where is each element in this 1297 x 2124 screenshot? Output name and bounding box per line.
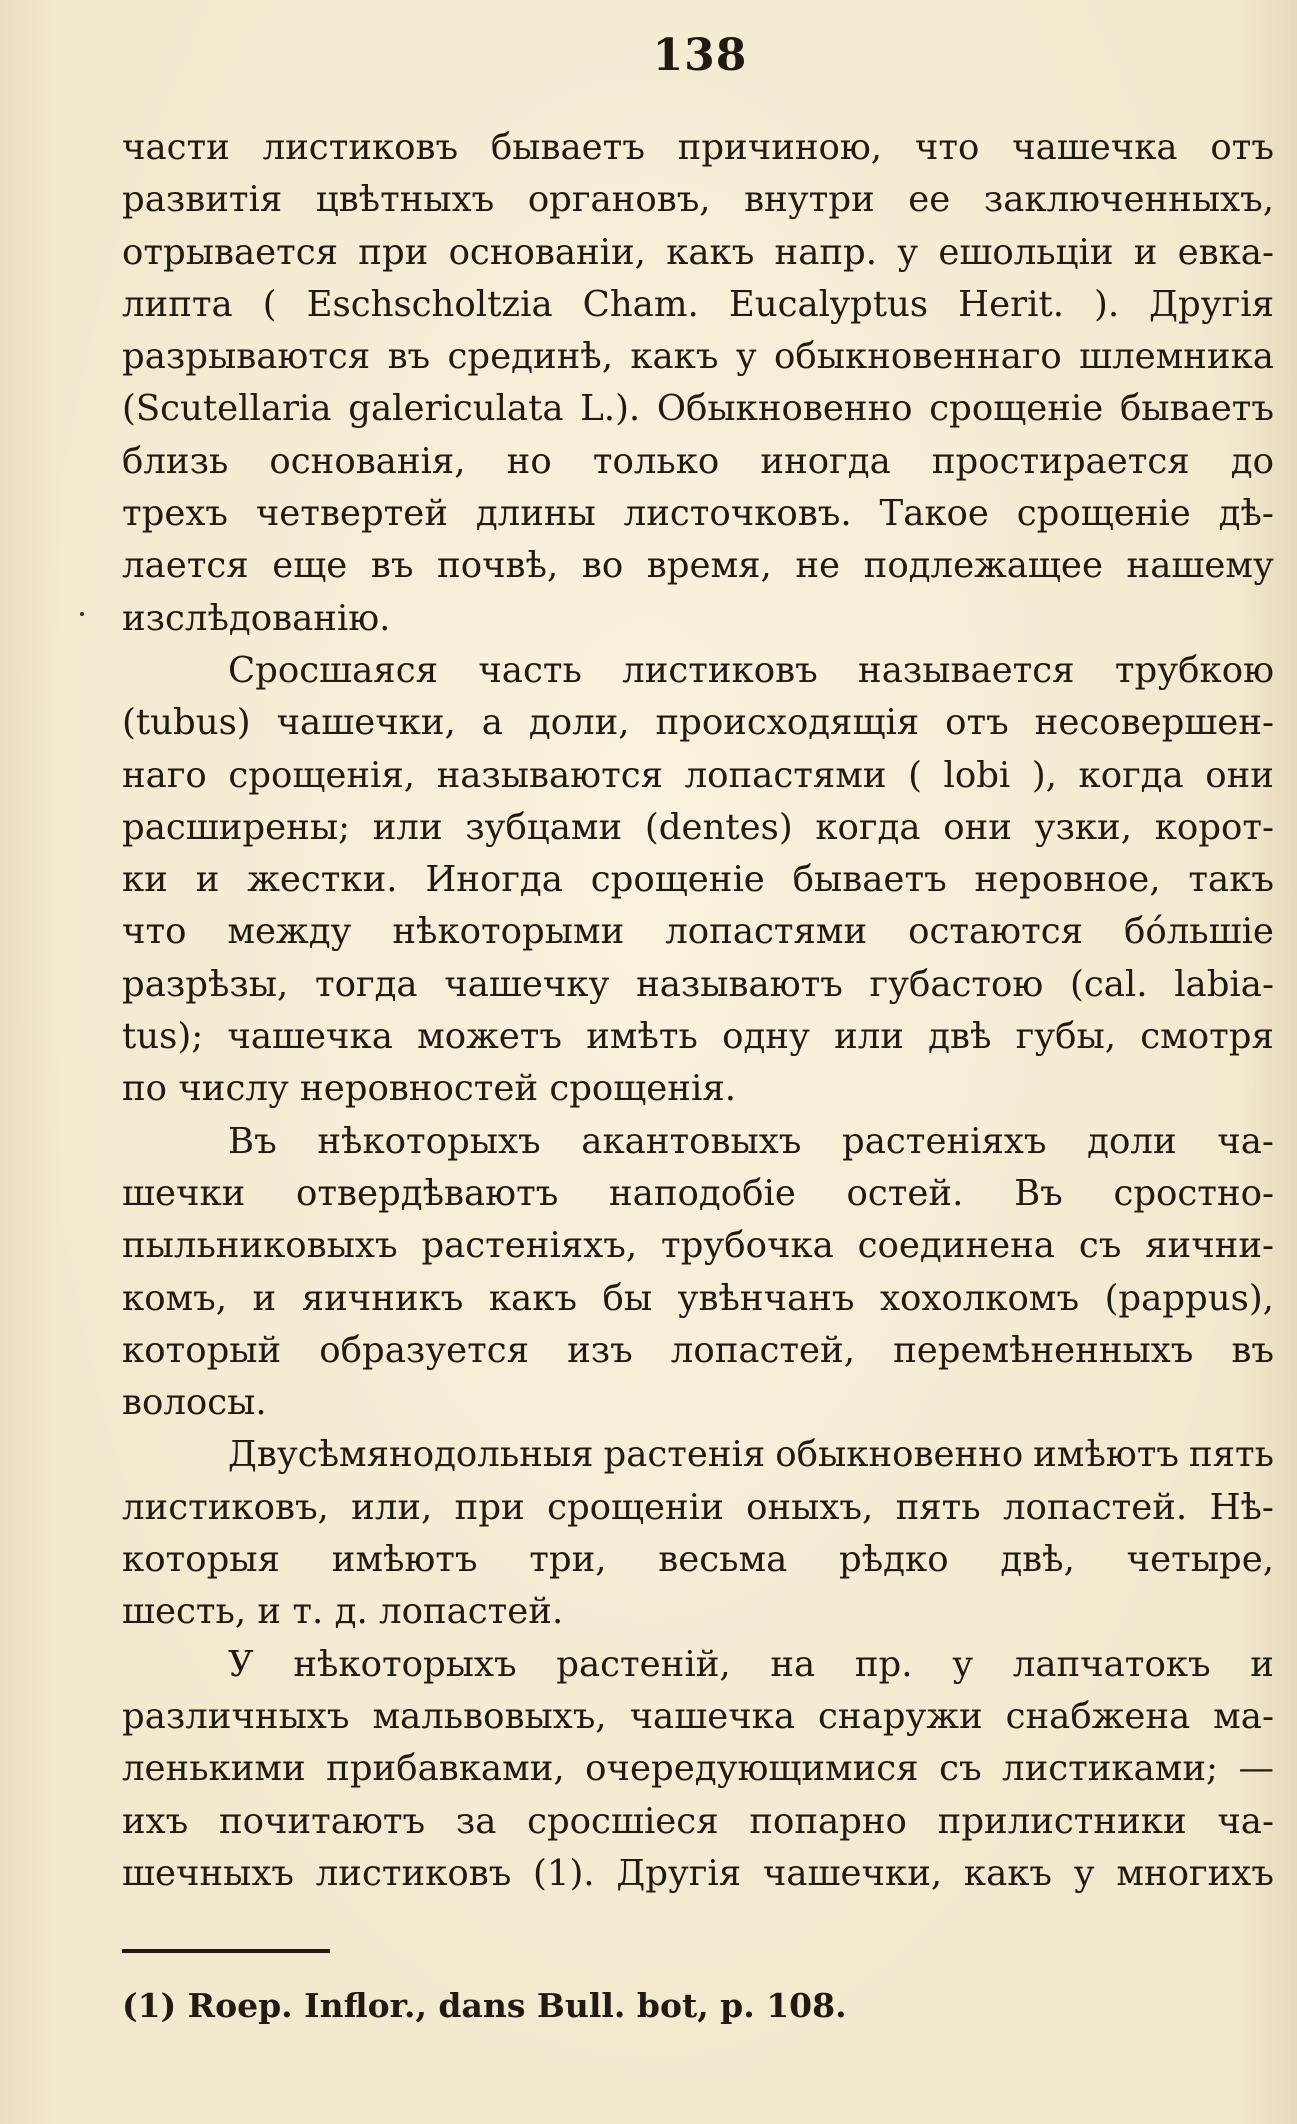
text-line bbox=[122, 750, 1274, 802]
word: остаются bbox=[908, 911, 1084, 953]
text-line: изслѣдованію. bbox=[122, 597, 391, 639]
word: прибавками, bbox=[326, 1748, 565, 1790]
text-line: по числу неровностей срощенія. bbox=[122, 1068, 737, 1110]
text-line bbox=[122, 802, 1274, 854]
word: Cham. bbox=[582, 283, 699, 325]
word: нѣкоторыхъ bbox=[317, 1120, 541, 1162]
body-text bbox=[122, 122, 1274, 1900]
word: Обыкновенно bbox=[656, 388, 913, 430]
word: различныхъ bbox=[122, 1695, 350, 1737]
word: отъ bbox=[1210, 127, 1274, 168]
text-line bbox=[122, 227, 1274, 279]
word: только bbox=[592, 440, 720, 482]
word: пр. bbox=[854, 1643, 913, 1685]
word: лопастей, bbox=[670, 1329, 856, 1371]
paragraph-3 bbox=[122, 1116, 1274, 1430]
word: что bbox=[122, 911, 187, 953]
word: заключенныхъ, bbox=[983, 179, 1274, 221]
word: чашечка bbox=[629, 1695, 796, 1737]
word: губастою bbox=[869, 963, 1044, 1005]
word: смотря bbox=[1140, 1016, 1274, 1058]
word: лопастей. bbox=[1002, 1486, 1188, 1528]
word: когда bbox=[1078, 754, 1184, 796]
word: иногда bbox=[760, 440, 891, 482]
word: ее bbox=[908, 179, 951, 221]
word: у bbox=[1073, 1852, 1095, 1894]
text-line bbox=[122, 1325, 1274, 1377]
word: между bbox=[227, 911, 352, 953]
word: тогда bbox=[314, 963, 418, 1005]
paragraph-5 bbox=[122, 1639, 1274, 1900]
text-line: волосы. bbox=[122, 1382, 267, 1424]
word: съ bbox=[1078, 1225, 1122, 1267]
text-line bbox=[122, 436, 1274, 488]
word: срединѣ, bbox=[447, 336, 613, 378]
text-line bbox=[122, 1534, 1274, 1586]
word: въ bbox=[387, 336, 431, 378]
word: (1). bbox=[533, 1852, 595, 1894]
word: нѣкоторыхъ bbox=[293, 1643, 517, 1685]
word: отрывается bbox=[122, 231, 339, 273]
word: имѣть bbox=[586, 1016, 698, 1058]
word: имѣютъ bbox=[1033, 1434, 1179, 1476]
footnote: (1) Roep. Inflor., dans Bull. bot, p. 108. bbox=[122, 1986, 847, 2025]
word: (dentes) bbox=[644, 806, 793, 848]
word: корот- bbox=[1154, 806, 1274, 848]
word: срощеніе bbox=[929, 388, 1104, 430]
word: листиковъ bbox=[262, 127, 459, 168]
word: внутри bbox=[744, 179, 875, 221]
word: L.). bbox=[580, 388, 641, 430]
text-line bbox=[122, 959, 1274, 1011]
text-line bbox=[122, 1743, 1274, 1795]
word: несовершен- bbox=[1034, 702, 1274, 744]
word: ча- bbox=[1217, 1120, 1274, 1162]
word: пыльниковыхъ bbox=[122, 1225, 398, 1267]
word: листочковъ. bbox=[623, 493, 852, 535]
word: почитаютъ bbox=[219, 1800, 426, 1842]
word: снабжена bbox=[1005, 1695, 1191, 1737]
word: трехъ bbox=[122, 493, 228, 535]
word: за bbox=[455, 1800, 497, 1842]
word: ихъ bbox=[122, 1800, 189, 1842]
word: Herit. bbox=[958, 283, 1064, 325]
word: трубкою bbox=[1114, 649, 1274, 691]
text-line bbox=[122, 906, 1274, 958]
word: сростно- bbox=[1113, 1172, 1274, 1214]
word: срощеніе bbox=[1016, 493, 1191, 535]
word: растеніяхъ bbox=[842, 1120, 1047, 1162]
word: шечки bbox=[122, 1172, 246, 1214]
word: бываетъ bbox=[792, 859, 947, 901]
word: перемѣненныхъ bbox=[893, 1329, 1194, 1371]
word: при bbox=[454, 1486, 525, 1528]
word: бываетъ bbox=[490, 127, 645, 168]
word: весьма bbox=[658, 1539, 788, 1581]
word: дѣ- bbox=[1218, 493, 1274, 535]
word: нѣкоторыми bbox=[392, 911, 625, 953]
word: бываетъ bbox=[1119, 388, 1274, 430]
word: galericulata bbox=[348, 388, 564, 430]
word: попарно bbox=[749, 1800, 907, 1842]
word: лается bbox=[122, 545, 249, 587]
word: мальвовыхъ, bbox=[372, 1695, 607, 1737]
word: и bbox=[1133, 231, 1158, 273]
word: Въ bbox=[228, 1120, 277, 1162]
word: какъ bbox=[630, 336, 719, 378]
word: двѣ, bbox=[1000, 1539, 1075, 1581]
word: Такое bbox=[879, 493, 989, 535]
text-line bbox=[122, 645, 1274, 697]
word: разрѣзы, bbox=[122, 963, 289, 1005]
word: лопастями bbox=[665, 911, 868, 953]
word: остей. bbox=[846, 1172, 964, 1214]
word: органовъ, bbox=[527, 179, 711, 221]
word: такъ bbox=[1188, 859, 1274, 901]
word: длины bbox=[475, 493, 596, 535]
word: или bbox=[834, 1016, 904, 1058]
word: наго bbox=[122, 754, 207, 796]
word: и bbox=[252, 1277, 277, 1319]
word: близь bbox=[122, 440, 229, 482]
margin-mark bbox=[80, 612, 84, 616]
word: называется bbox=[858, 649, 1075, 691]
word: лапчатокъ bbox=[1012, 1643, 1211, 1685]
word: Eucalyptus bbox=[728, 283, 929, 325]
word: листиковъ bbox=[315, 1852, 512, 1894]
text-line bbox=[122, 174, 1274, 226]
word: яичникъ bbox=[301, 1277, 464, 1319]
word: ( bbox=[262, 283, 277, 325]
word: который bbox=[122, 1329, 282, 1371]
word: какъ bbox=[666, 231, 755, 273]
word: рѣдко bbox=[839, 1539, 949, 1581]
word: одну bbox=[722, 1016, 810, 1058]
text-line bbox=[122, 279, 1274, 331]
word: ма- bbox=[1213, 1695, 1274, 1737]
word: три, bbox=[529, 1539, 607, 1581]
text-line bbox=[122, 1639, 1274, 1691]
word: отъ bbox=[945, 702, 1009, 744]
word: во bbox=[581, 545, 624, 587]
word: пять bbox=[1188, 1434, 1274, 1476]
word: основанія, bbox=[269, 440, 466, 482]
word: шечныхъ bbox=[122, 1852, 295, 1894]
word: чашечку bbox=[444, 963, 610, 1005]
text-line bbox=[122, 1848, 1274, 1900]
word: шлемника bbox=[1079, 336, 1274, 378]
word: можетъ bbox=[417, 1016, 562, 1058]
word: называются bbox=[436, 754, 664, 796]
text-line bbox=[122, 1116, 1274, 1168]
word: четыре, bbox=[1126, 1539, 1274, 1581]
text-line bbox=[122, 1691, 1274, 1743]
word: срощеніи bbox=[547, 1486, 724, 1528]
word: наподобіе bbox=[609, 1172, 796, 1214]
word: причиною, bbox=[677, 127, 883, 168]
word: и bbox=[1250, 1643, 1274, 1685]
text-line bbox=[122, 331, 1274, 383]
paragraph-1 bbox=[122, 122, 1274, 645]
paragraph-4 bbox=[122, 1429, 1274, 1638]
word: растенія bbox=[603, 1434, 766, 1476]
word: когда bbox=[815, 806, 921, 848]
text-line bbox=[122, 1011, 1274, 1063]
word: въ bbox=[370, 545, 414, 587]
word: разрываются bbox=[122, 336, 371, 378]
word: а bbox=[481, 702, 503, 744]
word: нашему bbox=[1126, 545, 1274, 587]
word: увѣнчанъ bbox=[677, 1277, 855, 1319]
word: бóльшіе bbox=[1123, 911, 1274, 953]
word: Другія bbox=[616, 1852, 742, 1894]
word: листиками; bbox=[1002, 1748, 1219, 1790]
word: основаніи, bbox=[448, 231, 646, 273]
text-line bbox=[122, 1220, 1274, 1272]
word: растеній, bbox=[556, 1643, 731, 1685]
word: яични- bbox=[1145, 1225, 1274, 1267]
word: (Scutellaria bbox=[122, 388, 332, 430]
word: на bbox=[770, 1643, 816, 1685]
word: четвертей bbox=[255, 493, 448, 535]
text-line bbox=[122, 540, 1274, 592]
word: растеніяхъ, bbox=[421, 1225, 638, 1267]
word: что bbox=[914, 127, 980, 168]
text-line bbox=[122, 122, 1274, 174]
word: (tubus) bbox=[122, 702, 251, 744]
word: обыкновеннаго bbox=[774, 336, 1062, 378]
word: Eschscholtzia bbox=[306, 283, 553, 325]
word: бы bbox=[602, 1277, 653, 1319]
word: lobi bbox=[943, 754, 1011, 796]
word: губы, bbox=[1015, 1016, 1117, 1058]
word: время, bbox=[646, 545, 772, 587]
word: ленькими bbox=[122, 1748, 306, 1790]
word: пять bbox=[895, 1486, 981, 1528]
word: у bbox=[897, 231, 919, 273]
word: какъ bbox=[488, 1277, 577, 1319]
text-line bbox=[122, 1796, 1274, 1848]
word: tus); bbox=[122, 1016, 204, 1058]
word: узки, bbox=[1034, 806, 1133, 848]
word: (pappus), bbox=[1104, 1277, 1274, 1319]
text-line bbox=[122, 1429, 1274, 1481]
word: развитія bbox=[122, 179, 283, 221]
word: почвѣ, bbox=[437, 545, 559, 587]
word: образуется bbox=[319, 1329, 530, 1371]
text-line: шесть, и т. д. лопастей. bbox=[122, 1591, 564, 1633]
word: очередующимися bbox=[585, 1748, 919, 1790]
word: они bbox=[943, 806, 1012, 848]
word: — bbox=[1238, 1748, 1274, 1790]
word: чашечка bbox=[1012, 127, 1178, 168]
word: или, bbox=[351, 1486, 433, 1528]
word: называютъ bbox=[636, 963, 843, 1005]
word: при bbox=[358, 231, 429, 273]
word: снаружи bbox=[818, 1695, 983, 1737]
word: доли bbox=[1087, 1120, 1177, 1162]
word: части bbox=[122, 127, 230, 168]
text-line bbox=[122, 854, 1274, 906]
word: Иногда bbox=[425, 859, 563, 901]
word: напр. bbox=[774, 231, 878, 273]
word: и bbox=[195, 859, 220, 901]
word: оныхъ, bbox=[746, 1486, 874, 1528]
word: Другія bbox=[1149, 283, 1274, 325]
word: неровное, bbox=[974, 859, 1161, 901]
footnote-rule bbox=[122, 1949, 330, 1953]
word: подлежащее bbox=[863, 545, 1103, 587]
word: простирается bbox=[931, 440, 1190, 482]
word: ( bbox=[908, 754, 922, 796]
word: еще bbox=[272, 545, 348, 587]
word: хохолкомъ bbox=[879, 1277, 1080, 1319]
word: чашечка bbox=[227, 1016, 393, 1058]
word: зубцами bbox=[465, 806, 623, 848]
word: срощенія, bbox=[228, 754, 416, 796]
word: сросшіеся bbox=[527, 1800, 719, 1842]
word: обыкновенно bbox=[775, 1434, 1024, 1476]
word: отвердѣваютъ bbox=[296, 1172, 559, 1214]
word: липта bbox=[122, 283, 233, 325]
word: но bbox=[506, 440, 552, 482]
word: цвѣтныхъ bbox=[315, 179, 495, 221]
word: до bbox=[1230, 440, 1274, 482]
word: евка- bbox=[1177, 231, 1274, 273]
word: (cal. bbox=[1069, 963, 1148, 1005]
word: въ bbox=[1231, 1329, 1274, 1371]
paragraph-2 bbox=[122, 645, 1274, 1116]
word: лопастями bbox=[684, 754, 887, 796]
text-line bbox=[122, 1273, 1274, 1325]
text-line bbox=[122, 697, 1274, 749]
word: ), bbox=[1031, 754, 1057, 796]
word: чашечки, bbox=[762, 1852, 943, 1894]
word: расширены; bbox=[122, 806, 351, 848]
text-line bbox=[122, 1168, 1274, 1220]
word: соединена bbox=[857, 1225, 1055, 1267]
word: чашечки, bbox=[276, 702, 456, 744]
text-line bbox=[122, 1482, 1274, 1534]
word: ). bbox=[1094, 283, 1120, 325]
text-line bbox=[122, 383, 1274, 435]
word: многихъ bbox=[1116, 1852, 1274, 1894]
word: ешольціи bbox=[938, 231, 1114, 273]
word: ча- bbox=[1217, 1800, 1274, 1842]
word: ки bbox=[122, 859, 168, 901]
word: у bbox=[952, 1643, 974, 1685]
word: Двусѣмянодольныя bbox=[228, 1434, 594, 1476]
word: Сросшаяся bbox=[228, 649, 438, 691]
word: какъ bbox=[963, 1852, 1053, 1894]
word: жестки. bbox=[247, 859, 398, 901]
word: листиковъ bbox=[622, 649, 818, 691]
word: не bbox=[795, 545, 841, 587]
word: комъ, bbox=[122, 1277, 228, 1319]
word: трубочка bbox=[660, 1225, 834, 1267]
word: двѣ bbox=[928, 1016, 992, 1058]
word: часть bbox=[478, 649, 582, 691]
word: У bbox=[228, 1643, 254, 1685]
word: labia- bbox=[1174, 963, 1274, 1005]
word: доли, bbox=[528, 702, 630, 744]
word: имѣютъ bbox=[331, 1539, 478, 1581]
word: они bbox=[1205, 754, 1274, 796]
word: происходящія bbox=[655, 702, 920, 744]
page-number: 138 bbox=[652, 30, 748, 81]
text-line bbox=[122, 488, 1274, 540]
word: Нѣ- bbox=[1209, 1486, 1274, 1528]
word: акантовыхъ bbox=[581, 1120, 802, 1162]
word: которыя bbox=[122, 1539, 280, 1581]
word: у bbox=[735, 336, 757, 378]
word: листиковъ, bbox=[122, 1486, 329, 1528]
word: или bbox=[372, 806, 443, 848]
word: изъ bbox=[567, 1329, 633, 1371]
word: съ bbox=[939, 1748, 982, 1790]
word: прилистники bbox=[937, 1800, 1187, 1842]
word: Въ bbox=[1014, 1172, 1063, 1214]
word: срощеніе bbox=[590, 859, 765, 901]
